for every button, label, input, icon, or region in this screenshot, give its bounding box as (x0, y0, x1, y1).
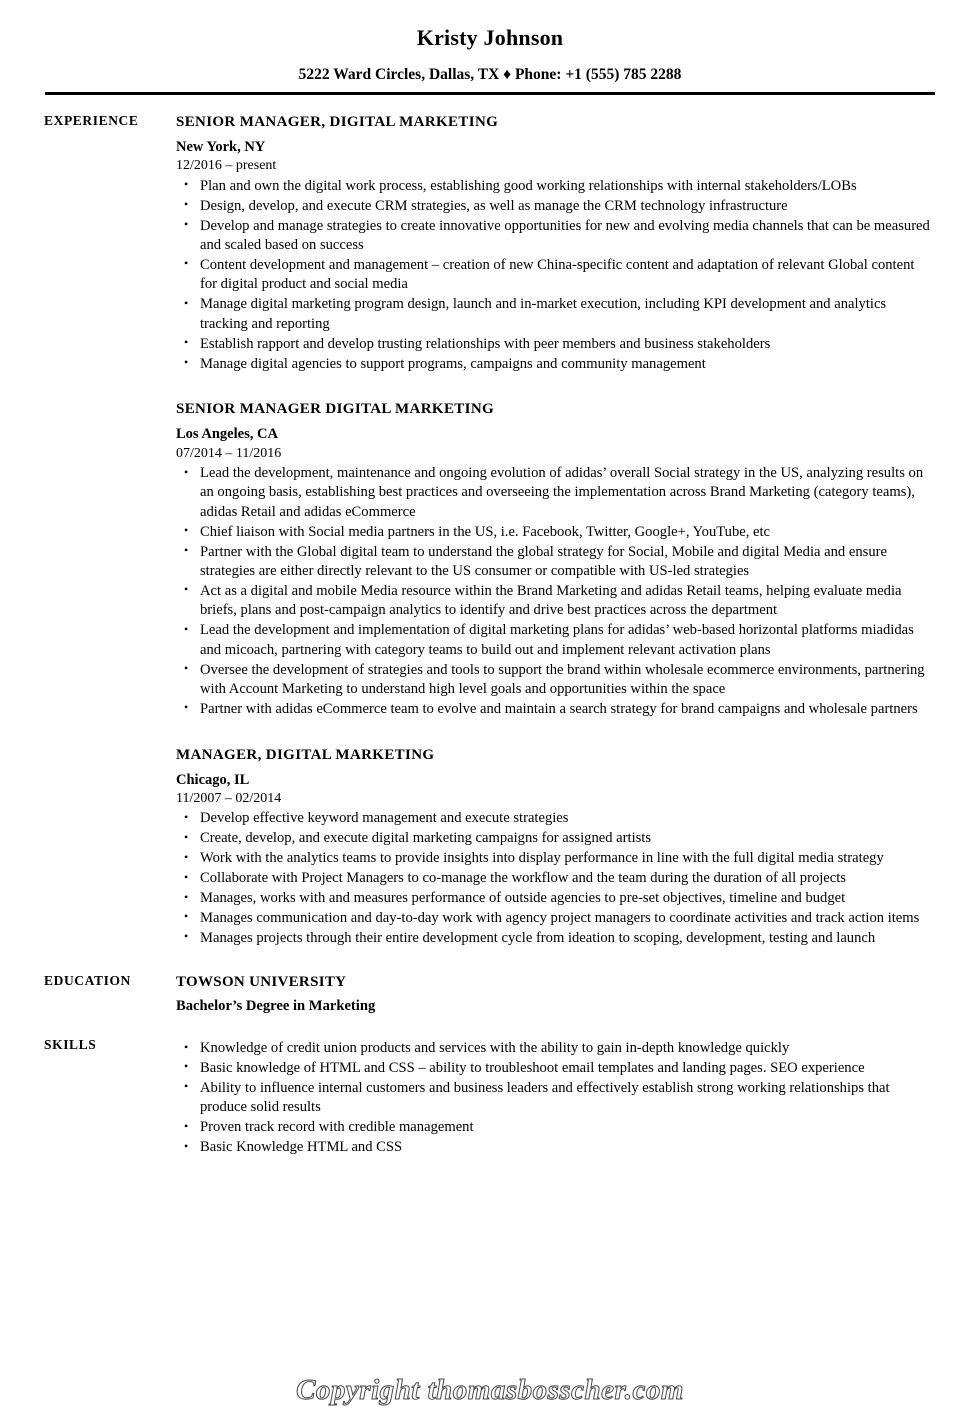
job-bullet: • Create, develop, and execute digital marketing campaigns for assigned artists (176, 829, 932, 848)
section-label-education: EDUCATION (44, 972, 131, 988)
job-bullet: • Chief liaison with Social media partners in the US, i.e. Facebook, Twitter, Google+, YouTube, etc (176, 523, 932, 542)
education-degree: Bachelor’s Degree in Marketing (176, 997, 376, 1014)
job-location: New York, NY (176, 139, 266, 156)
job-bullet: • Work with the analytics teams to provide insights into display performance in line with the full digital media strategy (176, 849, 932, 868)
section-skills (0, 1037, 980, 1158)
job-bullet: • Act as a digital and mobile Media resource within the Brand Marketing and adidas Retail teams, helping evaluate media briefs, plans and post-campaign analytics to identify and drive best practices across the department (176, 582, 932, 621)
experience-item (176, 746, 932, 948)
job-bullet-list (176, 177, 932, 374)
skill-bullet: • Basic knowledge of HTML and CSS – ability to troubleshoot email templates and landing pages. SEO experience (176, 1059, 932, 1078)
job-location: Los Angeles, CA (176, 426, 278, 443)
job-bullet: • Manages, works with and measures performance of outside agencies to pre-set objectives, timeline and budget (176, 889, 932, 908)
job-bullet: • Partner with adidas eCommerce team to evolve and maintain a search strategy for brand campaigns and wholesale partners (176, 700, 932, 719)
candidate-name: Kristy Johnson (416, 25, 564, 50)
job-dates: 11/2007 – 02/2014 (176, 790, 282, 806)
job-dates: 12/2016 – present (176, 158, 277, 174)
spacer (0, 949, 980, 973)
education-body (176, 973, 980, 1015)
job-bullet: • Manage digital agencies to support programs, campaigns and community management (176, 355, 932, 374)
skill-bullet: • Ability to influence internal customers and business leaders and effectively establish strong working relationships that produce solid results (176, 1079, 932, 1118)
job-dates: 07/2014 – 11/2016 (176, 445, 282, 461)
job-bullet: • Plan and own the digital work process, establishing good working relationships with internal stakeholders/LOBs (176, 177, 932, 196)
skills-bullet-list (176, 1039, 932, 1157)
skill-bullet: • Proven track record with credible management (176, 1118, 932, 1137)
skills-body (176, 1037, 980, 1158)
job-bullet-list (176, 809, 932, 948)
job-location: Chicago, IL (176, 771, 250, 788)
job-bullet: • Manages communication and day-to-day work with agency project managers to coordinate activities and track action items (176, 909, 932, 928)
resume-header (0, 0, 980, 83)
education-school: TOWSON UNIVERSITY (176, 973, 347, 990)
section-label-experience: EXPERIENCE (44, 113, 139, 129)
job-bullet: • Develop and manage strategies to create innovative opportunities for new and evolving media channels that can be measured and scaled based on success (176, 217, 932, 256)
job-bullet: • Lead the development and implementation of digital marketing plans for adidas’ web-based horizontal platforms miadidas and micoach, partnering with category teams to build out and implement relevant activation plans (176, 621, 932, 660)
job-bullet: • Manage digital marketing program design, launch and in-market execution, including KPI development and analytics tracking and reporting (176, 295, 932, 334)
skill-bullet: • Basic Knowledge HTML and CSS (176, 1138, 932, 1157)
section-experience (0, 113, 980, 949)
spacer (176, 374, 932, 400)
job-bullet: • Manages projects through their entire development cycle from ideation to scoping, development, testing and launch (176, 929, 932, 948)
experience-body (176, 113, 980, 949)
job-bullet: • Collaborate with Project Managers to co-manage the workflow and the team during the duration of all projects (176, 869, 932, 888)
job-bullet: • Lead the development, maintenance and ongoing evolution of adidas’ overall Social strategy in the US, analyzing results on an ongoing basis, establishing best practices and overseeing the implementation across Brand Marketing (category teams), adidas Retail and adidas eCommerce (176, 464, 932, 522)
copyright-watermark: Copyright thomasbosscher.com (296, 1374, 684, 1406)
job-bullet: • Partner with the Global digital team to understand the global strategy for Social, Mobile and digital Media and ensure strategies are either directly relevant to the US consumer or compatible with US-led strategies (176, 543, 932, 582)
job-title: MANAGER, DIGITAL MARKETING (176, 746, 435, 763)
spacer (176, 720, 932, 746)
job-bullet: • Design, develop, and execute CRM strategies, as well as manage the CRM technology infrastructure (176, 197, 932, 216)
experience-item (176, 400, 932, 719)
job-bullet: • Oversee the development of strategies and tools to support the brand within wholesale ecommerce environments, partnering with Account Marketing to understand high level goals and opportunities within the space (176, 661, 932, 700)
job-title: SENIOR MANAGER DIGITAL MARKETING (176, 401, 495, 418)
job-bullet: • Content development and management – creation of new China-specific content and adaptation of relevant Global content for digital product and social media (176, 256, 932, 295)
experience-item (176, 113, 932, 374)
job-bullet: • Establish rapport and develop trusting relationships with peer members and business stakeholders (176, 335, 932, 354)
section-label-skills: SKILLS (44, 1037, 97, 1053)
job-title: SENIOR MANAGER, DIGITAL MARKETING (176, 114, 499, 131)
job-bullet: • Develop effective keyword management and execute strategies (176, 809, 932, 828)
spacer (0, 1015, 980, 1037)
skill-bullet: • Knowledge of credit union products and services with the ability to gain in-depth knowledge quickly (176, 1039, 932, 1058)
resume-content (0, 113, 980, 1158)
job-bullet-list (176, 464, 932, 719)
header-divider (45, 92, 935, 95)
candidate-contact-line: 5222 Ward Circles, Dallas, TX ♦ Phone: +1 (555) 785 2288 (298, 66, 682, 84)
section-education (0, 973, 980, 1015)
